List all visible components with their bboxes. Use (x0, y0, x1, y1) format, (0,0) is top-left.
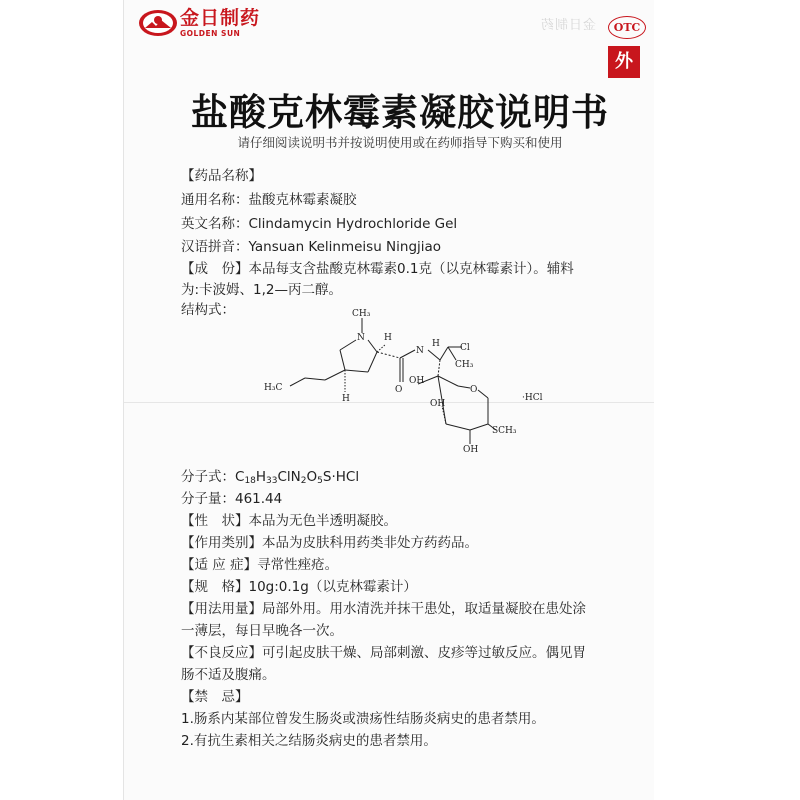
otc-badge: OTC (608, 16, 646, 39)
chem-oh-b: OH (430, 399, 446, 409)
chem-n-amide: N (416, 346, 424, 356)
contraindication-2: 2.有抗生素相关之结肠炎病史的患者禁用。 (181, 733, 437, 749)
english-name: 英文名称：Clindamycin Hydrochloride Gel (181, 216, 458, 232)
chem-cl: Cl (460, 343, 470, 353)
usage-line-1: 【用法用量】局部外用。用水清洗并抹干患处，取适量凝胶在患处涂 (181, 601, 586, 617)
drug-name-header: 【药品名称】 (181, 168, 262, 184)
page-subtitle: 请仔细阅读说明书并按说明使用或在药师指导下购买和使用 (237, 135, 563, 150)
indication: 【适 应 症】寻常性痤疮。 (181, 557, 339, 573)
chem-oh-c: OH (463, 445, 479, 455)
contraindication-1: 1.肠系内某部位曾发生肠炎或溃疡性结肠炎病史的患者禁用。 (181, 711, 545, 727)
composition-line-2: 为:卡波姆、1,2—丙二醇。 (181, 282, 343, 298)
external-use-badge: 外 (608, 46, 640, 78)
chem-ch3-top: CH₃ (352, 309, 371, 319)
chem-o-ring: O (470, 385, 478, 395)
contraindication-header: 【禁 忌】 (181, 689, 249, 705)
usage-line-2: 一薄层，每日早晚各一次。 (181, 623, 343, 639)
drug-category: 【作用类别】本品为皮肤科用药类非处方药药品。 (181, 535, 478, 551)
chem-ch3-side: CH₃ (455, 360, 474, 370)
formula-cln: ClN (277, 469, 301, 485)
adverse-line-1: 【不良反应】可引起皮肤干燥、局部刺激、皮疹等过敏反应。偶见胃 (181, 645, 586, 661)
chem-oh-a: OH (409, 376, 425, 386)
formula-c-count: 18 (244, 476, 256, 486)
molecular-weight: 分子量：461.44 (181, 491, 283, 507)
appearance: 【性 状】本品为无色半透明凝胶。 (181, 513, 397, 529)
chem-h-bottom: H (342, 394, 350, 404)
chem-sch3: SCH₃ (492, 426, 517, 436)
page-title: 盐酸克林霉素凝胶说明书 (191, 91, 609, 134)
chem-o-carbonyl: O (395, 385, 403, 395)
brand-name-cn: 金日制药 (180, 6, 261, 29)
chem-h-amide: H (432, 339, 440, 349)
formula-o-count: 5 (317, 476, 323, 486)
golden-sun-logo-icon (138, 8, 178, 38)
mirrored-bleed-text: 金日制药 (540, 18, 597, 33)
pinyin-name: 汉语拼音：Yansuan Kelinmeisu Ningjiao (181, 239, 442, 255)
structure-label: 结构式： (181, 302, 235, 318)
chem-h3c: H₃C (264, 383, 283, 393)
chem-hcl: ·HCl (522, 393, 543, 403)
formula-h-count: 33 (266, 476, 278, 486)
composition-line-1: 【成 份】本品每支含盐酸克林霉素0.1克（以克林霉素计）。辅料 (181, 261, 574, 277)
specification: 【规 格】10g:0.1g（以克林霉素计） (181, 579, 417, 595)
chem-h-top: H (384, 333, 392, 343)
formula-label: 分子式： (181, 469, 235, 485)
brand-name-en: GOLDEN SUN (180, 28, 241, 38)
formula-n-count: 2 (300, 476, 307, 486)
formula-h: H (255, 469, 267, 485)
structural-formula (240, 298, 560, 460)
formula-s-hcl: S·HCl (322, 469, 360, 485)
chem-n-ring: N (357, 333, 365, 343)
formula-o: O (306, 469, 318, 485)
adverse-line-2: 肠不适及腹痛。 (181, 667, 276, 683)
generic-name: 通用名称：盐酸克林霉素凝胶 (181, 192, 357, 208)
formula-c: C (235, 469, 245, 485)
molecular-formula (181, 465, 359, 486)
brand-logo (138, 8, 260, 38)
